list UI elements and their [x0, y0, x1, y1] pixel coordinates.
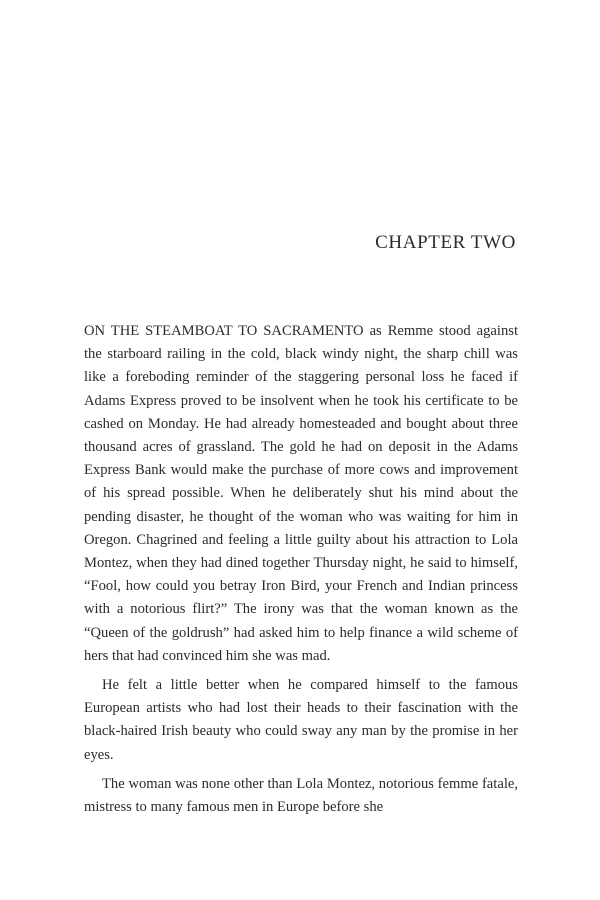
paragraph-3: The woman was none other than Lola Montez, notorious femme fatale, mistress to many famous men in Europe before she	[84, 775, 518, 816]
paragraph-2: He felt a little better when he compared himself to the famous European artists who had lost their heads to their fascination with the black-haired Irish beauty who could sway any man by the promise in her eyes.	[84, 677, 518, 763]
chapter-body	[84, 320, 518, 819]
paragraph-1	[84, 320, 518, 668]
paragraph-lead-in: ON THE STEAMBOAT TO SACRAMENTO	[84, 323, 364, 339]
chapter-title: CHAPTER TWO	[375, 232, 516, 253]
paragraph-1-text: as Remme stood against the starboard railing in the cold, black windy night, the sharp chill was like a foreboding reminder of the staggering personal loss he faced if Adams Express proved to be insolvent when he took his certificate to be cashed on Monday. He had already homesteaded and bought about three thousand acres of grassland. The gold he had on deposit in the Adams Express Bank would make the purchase of more cows and improvement of his spread possible. When he deliberately shut his mind about the pending disaster, he thought of the woman who was waiting for him in Oregon. Chagrined and feeling a little guilty about his attraction to Lola Montez, when they had dined together Thursday night, he said to himself, “Fool, how could you betray Iron Bird, your French and Indian princess with a notorious flirt?” The irony was that the woman known as the “Queen of the goldrush” had asked him to help finance a wild scheme of hers that had convinced him she was mad.	[84, 323, 518, 664]
